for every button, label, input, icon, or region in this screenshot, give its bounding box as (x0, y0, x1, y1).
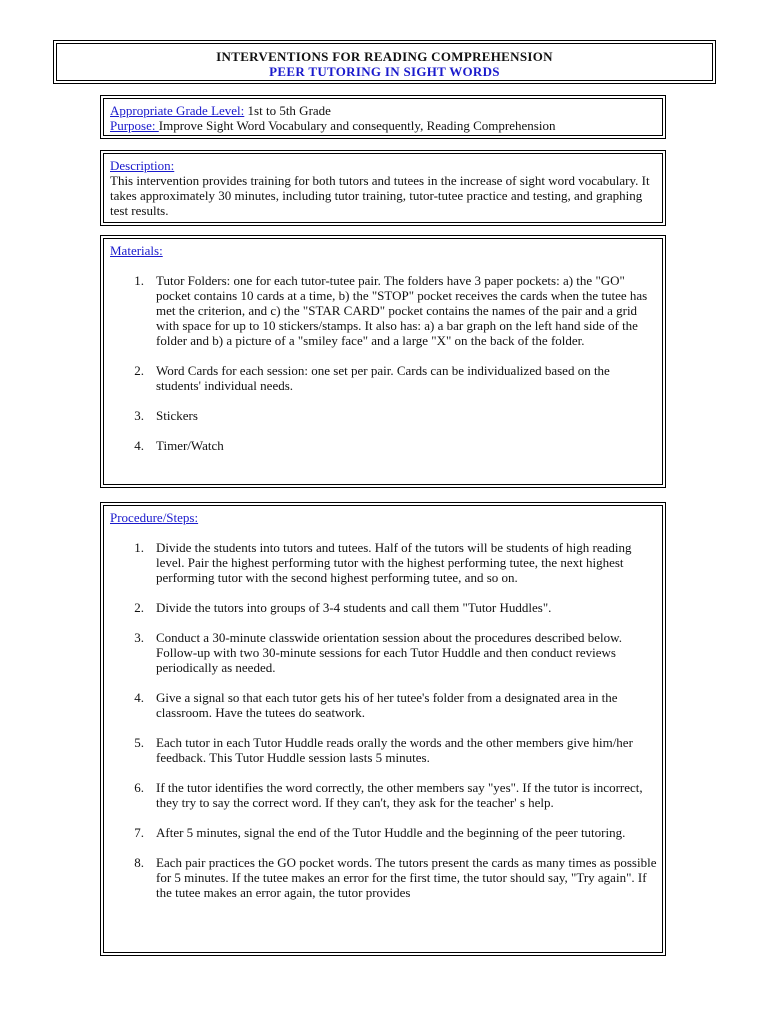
list-item (110, 690, 658, 720)
purpose-line (110, 118, 658, 133)
list-item (110, 408, 658, 423)
step-text: Give a signal so that each tutor gets his of her tutee's folder from a designated area in the classroom. Have the tutees do seatwork. (156, 690, 618, 720)
step-text: Divide the students into tutors and tutees. Half of the tutors will be students of high reading level. Pair the highest performing tutor with the highest performing tutee, the next highest performing tutor with the second highest performing tutee, and so on. (156, 540, 632, 585)
description-content (110, 158, 658, 218)
step-number: 8. (134, 855, 144, 870)
header-inner-border (56, 43, 713, 81)
step-number: 7. (134, 825, 144, 840)
materials-inner-border (103, 238, 663, 485)
item-number: 4. (134, 438, 144, 453)
materials-box (100, 235, 666, 488)
item-text: Timer/Watch (156, 438, 224, 453)
procedure-heading[interactable]: Procedure/Steps: (110, 510, 199, 525)
materials-list (110, 273, 658, 453)
materials-content (110, 243, 658, 468)
info-inner-border (103, 98, 663, 136)
list-item (110, 780, 658, 810)
document-title: INTERVENTIONS FOR READING COMPREHENSION (216, 49, 553, 64)
grade-value: 1st to 5th Grade (244, 103, 331, 118)
step-number: 1. (134, 540, 144, 555)
step-number: 6. (134, 780, 144, 795)
list-item (110, 438, 658, 453)
item-text: Word Cards for each session: one set per pair. Cards can be individualized based on the students' individual needs. (156, 363, 610, 393)
description-text: This intervention provides training for both tutors and tutees in the increase of sight word vocabulary. It takes approximately 30 minutes, including tutor training, tutor-tutee practice and testing, and graphing test results. (110, 173, 650, 218)
purpose-label[interactable]: Purpose: (110, 118, 159, 133)
procedure-box (100, 502, 666, 956)
materials-heading[interactable]: Materials: (110, 243, 163, 258)
procedure-content (110, 510, 658, 915)
step-text: Divide the tutors into groups of 3-4 students and call them "Tutor Huddles". (156, 600, 552, 615)
item-number: 2. (134, 363, 144, 378)
document-subtitle: PEER TUTORING IN SIGHT WORDS (269, 64, 500, 79)
list-item (110, 540, 658, 585)
item-text: Stickers (156, 408, 198, 423)
step-text: If the tutor identifies the word correctly, the other members say "yes". If the tutor is incorrect, they try to say the correct word. If they can't, they ask for the teacher' s help. (156, 780, 643, 810)
procedure-list (110, 540, 658, 900)
step-text: Each pair practices the GO pocket words. The tutors present the cards as many times as possible for 5 minutes. If the tutee makes an error for the first time, the tutor should say, "Try again". If the tutee makes an error again, the tutor provides (156, 855, 657, 900)
step-number: 5. (134, 735, 144, 750)
item-number: 3. (134, 408, 144, 423)
list-item (110, 630, 658, 675)
procedure-inner-border (103, 505, 663, 953)
info-content (110, 103, 658, 133)
description-inner-border (103, 153, 663, 223)
step-number: 3. (134, 630, 144, 645)
step-number: 2. (134, 600, 144, 615)
list-item (110, 363, 658, 393)
header-content (61, 49, 708, 79)
grade-line (110, 103, 658, 118)
list-item (110, 273, 658, 348)
header-box (53, 40, 716, 84)
info-box (100, 95, 666, 139)
description-heading[interactable]: Description: (110, 158, 175, 173)
step-text: Conduct a 30-minute classwide orientation session about the procedures described below. Follow-up with two 30-minute sessions for each Tutor Huddle and then conduct reviews periodically as needed. (156, 630, 622, 675)
list-item (110, 825, 658, 840)
step-text: After 5 minutes, signal the end of the Tutor Huddle and the beginning of the peer tutoring. (156, 825, 626, 840)
list-item (110, 855, 658, 900)
list-item (110, 600, 658, 615)
item-number: 1. (134, 273, 144, 288)
step-text: Each tutor in each Tutor Huddle reads orally the words and the other members give him/her feedback. This Tutor Huddle session lasts 5 minutes. (156, 735, 633, 765)
grade-label[interactable]: Appropriate Grade Level: (110, 103, 245, 118)
purpose-value: Improve Sight Word Vocabulary and consequently, Reading Comprehension (158, 118, 556, 133)
list-item (110, 735, 658, 765)
step-number: 4. (134, 690, 144, 705)
item-text: Tutor Folders: one for each tutor-tutee pair. The folders have 3 paper pockets: a) the "GO" pocket contains 10 cards at a time, b) the "STOP" pocket receives the cards when the tutee has met the criterion, and c) the "STAR CARD" pocket contains the names of the pair and a grid with space for up to 10 stickers/stamps. It also has: a) a bar graph on the left hand side of the folder and b) a picture of a "smiley face" and a large "X" on the back of the folder. (156, 273, 648, 348)
description-box (100, 150, 666, 226)
